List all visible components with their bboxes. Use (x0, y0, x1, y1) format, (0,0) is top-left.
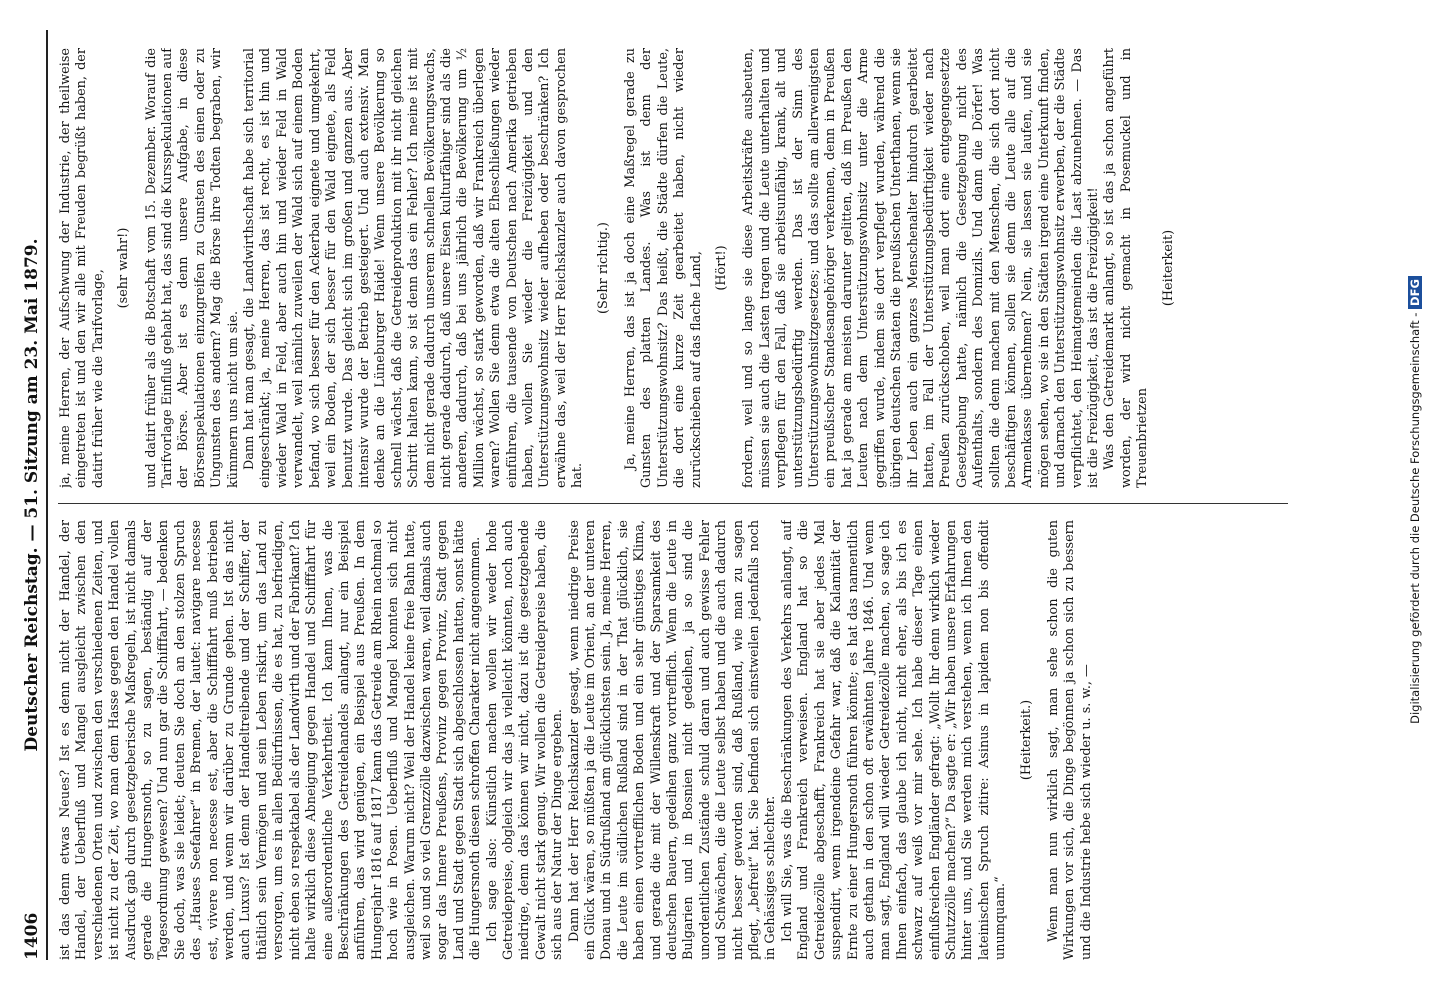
digitization-credit (1408, 60, 1422, 940)
paragraph: Wenn man nun wirklich sagt, man sehe schon die guten Wirkungen vor sich, die Dinge begönnen ja schon sich zu bessern und die Industrie hebe sich wieder u. s. w., — (1045, 520, 1094, 960)
paragraph: Ja, meine Herren, das ist ja doch eine Maßregel gerade zu Gunsten des platten Landes. Was ist denn der Unterstützungswohnsitz? Das heißt, die Städte dürfen die Leute, die dort eine kurze Zeit gearbeitet haben, nicht wieder zurückschieben auf das flache Land, (623, 48, 704, 488)
applause-note: (Sehr richtig.) (595, 222, 611, 314)
paragraph: und datirt früher als die Botschaft vom 15. Dezember. Worauf die Tarifvorlage Einfluß gehabt hat, das sind die Kursspekulationen auf der Börse. Aber ist es denn unsere Aufgabe, in diese Börsenspekulationen einzugreifen zu Gunsten des einen oder zu Ungunsten des andern? Mag die Börse ihre Todten begraben, wir kümmern uns nicht um sie. (143, 48, 241, 488)
page-number: 1406 (22, 912, 42, 960)
paragraph: Ich sage also: Künstlich machen wollen wir weder hohe Getreidepreise, obgleich wir das ja vielleicht könnten, noch auch niedrige, denn das können wir nicht, dazu ist die gesetzgebende Gewalt nicht stark genug. Wir wollen die Getreidepreise haben, die sich aus der Natur der Dinge ergeben. (484, 520, 566, 960)
right-column (58, 48, 1298, 488)
paragraph: Was den Getreidemarkt anlangt, so ist das ja schon angeführt worden, der wird nicht gemacht in Posemuckel und in Treuenbrietzen (1102, 48, 1151, 488)
paragraph: ja, meine Herren, der Aufschwung der Industrie, der theilweise eingetreten ist und den wir alle mit Freuden begrüßt haben, der datirt früher wie die Tarifvorlage, (58, 48, 106, 488)
paragraph: Dann hat der Herr Reichskanzler gesagt, wenn niedrige Preise ein Glück wären, so müßten ja die Leute im Orient, an der unteren Donau und in Südrußland am glücklichsten sein. Ja, meine Herren, die Leute im südlichen Rußland sind in der That glücklich, sie haben einen vortrefflichen Boden und ein sehr günstiges Klima, und gerade die mit der Willenskraft und der Sparsamkeit des deutschen Bauern, gedeihen ganz vortrefflich. Wenn die Leute in Bulgarien und in Bosnien nicht gedeihen, ja so sind die unordentlichen Zustände schuld daran und auch gewisse Fehler und Schwächen, die die Leute selbst haben und die auch dadurch nicht besser geworden sind, daß Rußland, wie man zu sagen pflegt, „befreit“ hat. Sie befinden sich einstweilen jedenfalls noch in Gehässiges schlechter. (566, 520, 779, 960)
left-column (58, 520, 1298, 960)
applause-note: (Heiterkeit.) (1018, 699, 1034, 781)
dfg-logo: DFG (1408, 276, 1422, 309)
applause-note: (Hört!) (714, 245, 730, 291)
page-title: Deutscher Reichstag. — 51. Sitzung am 23. Mai 1879. (22, 238, 42, 752)
column-divider (58, 503, 1288, 504)
page-header (22, 30, 48, 960)
applause-note: (Heiterkeit) (1160, 229, 1176, 307)
paragraph: ist das denn etwas Neues? Ist es denn nicht der Handel, der Handel, der Ueberfluß und Mangel ausgleicht zwischen den verschiedenen Orten und zwischen den verschiedenen Zeiten, und ist nicht zu der Zeit, wo man dem Hasse gegen den Handel vollen Ausdruck gab durch gesetzgeberische Maßregeln, ist nicht damals gerade die Hungersnoth, so zu sagen, beständig auf der Tagesordnung gewesen? Und nun gar die Schifffahrt, — bedenken Sie doch, was sie leidet; deuten Sie doch an den stolzen Spruch des „Hauses Seefahrer“ in Bremen, der lautet: navigare necesse est, vivere non necesse est, aber die Schifffahrt muß betrieben werden, und wenn wir darüber zu Grunde gehen. Ist das nicht auch Luxus? Ist denn der Handeltreibende und der Schiffer, der thätlich sein Vermögen und sein Leben riskirt, um das Land zu versorgen, um es in allen Bedürfnissen, die es hat, zu befriedigen, nicht eben so respektabel als der Landwirth und der Fabrikant? Ich halte wirklich diese Abneigung gegen Handel und Schifffahrt für eine außerordentliche Verkehrtheit. Ich kann Ihnen, was die Beschränkungen des Getreidehandels anlangt, nur ein Beispiel anführen, das wird genügen, ein Beispiel aus Preußen. In dem Hungerjahr 1816 auf 1817 kann das Getreide am Rhein nachmal so hoch wie in Posen. Ueberfluß und Mangel konnten sich nicht ausgleichen. Warum nicht? Weil der Handel keine freie Bahn hatte, weil so und so viel Grenzzölle dazwischen waren, weil damals auch sogar das Innere Preußens, Provinz gegen Provinz, Stadt gegen Land und Stadt gegen Stadt sich abgeschlossen hatten, sonst hätte die Hungersnoth diesen schroffen Charakter nicht angenommen. (58, 520, 484, 960)
paragraph: Ich will Sie, was die Beschränkungen des Verkehrs anlangt, auf England und Frankreich verweisen. England hat so die Getreidezölle abgeschafft, Frankreich hat sie aber jedes Mal suspendirt, wenn irgendeine Gefahr war, daß die Kalamität der Ernte zu einer Hungersnoth führen könnte; es hat das namentlich auch gethan in den schon oft erwähnten Jahre 1846. Und wenn man sagt, England will wieder Getreidezölle machen, so sage ich Ihnen einfach, das glaube ich nicht, nicht eher, als bis ich es schwarz auf weiß vor mir sehe. Ich habe dieser Tage einen einflußreichen Engländer gefragt: „Wollt Ihr denn wirklich wieder Schutzzölle machen?“ Da sagte er: „Wir haben unsere Erfahrungen hinter uns, und Sie werden mich verstehen, wenn ich Ihnen den lateinischen Spruch zitire: Asinus in lapidem non bis offendit unumquam.“ (779, 520, 1009, 960)
digitization-credit-text: Digitalisierung gefördert durch die Deutsche Forschungsgemeinschaft - (1408, 312, 1422, 724)
paragraph: fordern, weil und so lange sie diese Arbeitskräfte ausbeuten, müssen sie auch die Lasten tragen und die Leute unterhalten und verpflegen für den Fall, daß sie arbeitsunfähig, krank, alt und unterstützungsbedürftig werden. Das ist der Sinn des Unterstützungswohnsitzgesetzes; und das sollte am allerwenigsten ein preußischer Standesangehöriger verkennen, denn in Preußen hat ja gerade am meisten darunter gelitten, daß im Preußen den Leuten nach dem Unterstützungswohnsitz unter die Arme gegriffen wurde, indem sie dort verpflegt wurden, während die übrigen deutschen Staaten die preußischen Unterthanen, wenn sie ihr Leben auch ein ganzes Menschenalter hindurch gearbeitet hatten, im Fall der Unterstützungsbedürftigkeit wieder nach Preußen zurückschoben, weil man dort eine entgegengesetzte Gesetzgebung hatte, nämlich die Gesetzgebung nicht des Aufenthalts, sondern des Domizils. Und dann die Dörfer! Was sollten die denn machen mit den Menschen, die sich dort nicht beschäftigen können, sollen sie denn die Leute alle auf die Armenkasse übernehmen? Nein, sie lassen sie laufen, und sie mögen sehen, wo sie in den Städten irgend eine Unterkunft finden, und darnach den Unterstützungswohnsitz erwerben, der die Städte verpflichtet, den Heimatgemeinden die Last abzunehmen. — Das ist die Freizügigkeit, das ist die Freizügigkeit! (741, 48, 1101, 488)
paragraph: Dann hat man gesagt, die Landwirthschaft habe sich territorial eingeschränkt; ja, meine Herren, das ist recht, es ist hin und wieder Wald in Feld, aber auch hin und wieder Feld in Wald verwandelt, weil nämlich zuweilen der Wald sich auf einem Boden befand, wo sich besser für den Ackerbau eignete und umgekehrt, weil ein Boden, der sich besser für den Wald eignete, als Feld benutzt wurde. Das gleicht sich im großen und ganzen aus. Aber intensiv wurde der Betrieb gesteigert. Und auch extensiv. Man denke an die Lüneburger Haide! Wenn unsere Bevölkerung so schnell wächst, daß die Getreideproduktion mit ihr nicht gleichen Schritt halten kann, so ist denn das ein Fehler? Ich meine ist mit dem nicht gerade dadurch unserem schnellen Bevölkerungswachs, nicht gerade dadurch, daß unsere Eisen kulturfähiger sind als die anderen, dadurch, daß bei uns jährlich die Bevölkerung um ½ Million wächst, so stark geworden, daß wir Frankreich überlegen waren? Wollen Sie denn etwa die alten Eheschließungen wieder einführen, die tausende von Deutschen nach Amerika getrieben haben, wollen Sie wieder die Freizügigkeit und den Unterstützungswohnsitz wieder aufheben oder beschränken? Ich erwähne das, weil der Herr Reichskanzler auch davon gesprochen hat. (242, 48, 586, 488)
applause-note: (sehr wahr!) (116, 227, 132, 309)
